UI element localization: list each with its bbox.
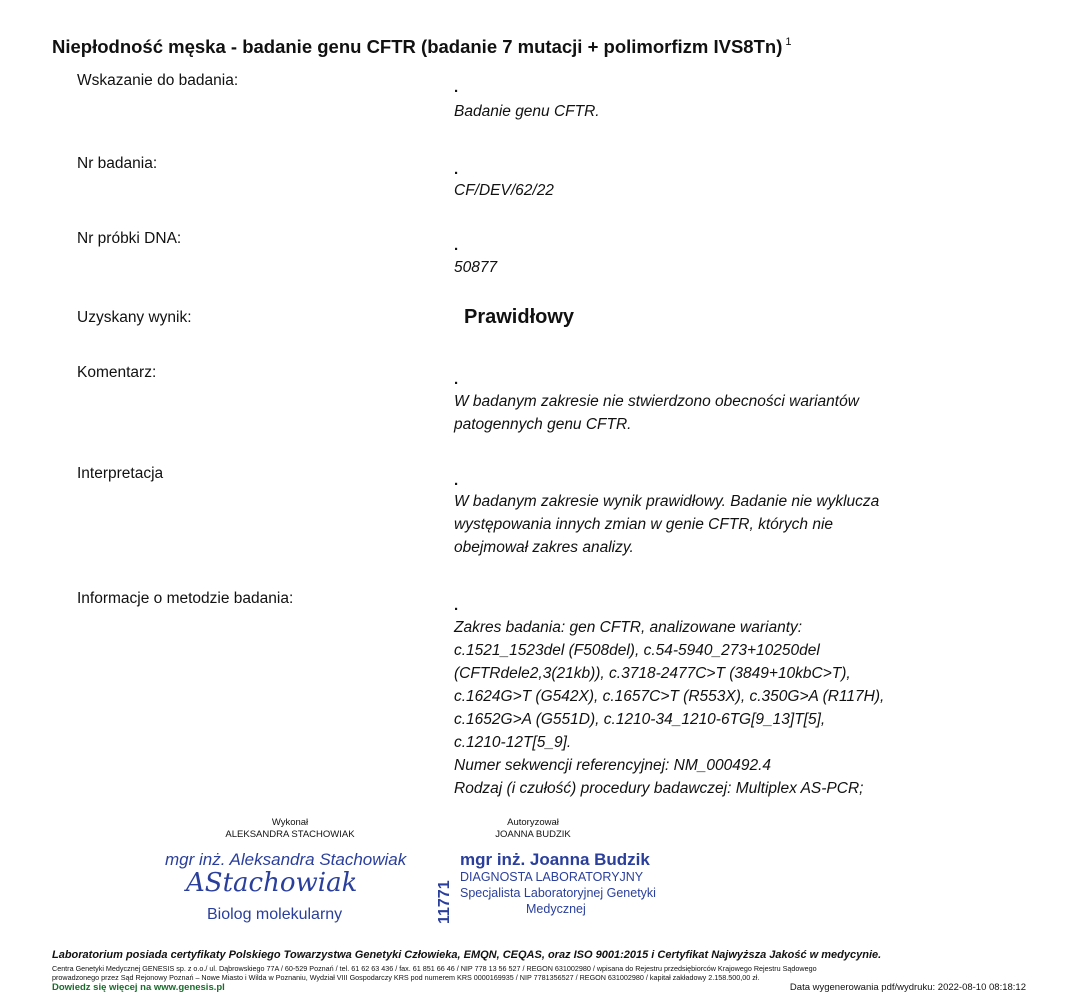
signature-left-name: ALEKSANDRA STACHOWIAK [225,829,355,840]
footer-generated-date: Data wygenerowania pdf/wydruku: 2022-08-10 08:18:12 [789,982,1026,993]
label-nr-badania: Nr badania: [77,155,158,172]
value-interpretacja [454,490,1014,559]
value-line: W badanym zakresie wynik prawidłowy. Badanie nie wyklucza [454,493,880,510]
label-komentarz: Komentarz: [77,364,157,381]
stamp-line-3: Specjalista Laboratoryjnej Genetyki [460,886,656,900]
stamp-line-4: Medycznej [526,902,586,916]
value-line: Zakres badania: gen CFTR, analizowane warianty: [454,619,803,636]
label-metoda: Informacje o metodzie badania: [77,590,294,607]
value-nr-badania [454,179,1014,202]
value-metoda [454,616,1014,800]
value-komentarz [454,390,1014,436]
value-line: (CFTRdele2,3(21kb)), c.3718-2477C>T (3849+10kbC>T), [454,665,851,682]
stamp-name: mgr inż. Joanna Budzik [460,850,650,869]
footer-company-line-1: Centra Genetyki Medycznej GENESIS sp. z o.o./ ul. Dąbrowskiego 77A / 60-529 Poznań / tel. 61 62 63 436 / fax. 61 851 66 46 / NIP 778 13 56 527 / REGON 631002980 / wpisana do Rejestru przedsiębiorców Krajowego Rejestru Sądowego [52,964,817,973]
footer-company-line-2: prowadzonego przez Sąd Rejonowy Poznań – Nowe Miasto i Wilda w Poznaniu, Wydział VIII Gospodarczy KRS pod numerem KRS 0000169935 / NIP 7781356527 / REGON 631002980 / kapitał zakładowy 2.158.500,00 zł. [52,973,760,982]
value-wskazanie [454,100,1014,123]
footer-website-link[interactable]: Dowiedz się więcej na www.genesis.pl [52,982,225,993]
signature-left-stamp-role: Biolog molekularny [207,906,343,923]
signature-right-role: Autoryzował [507,817,559,828]
dot-marker: . [454,237,459,254]
value-line: występowania innych zmian w genie CFTR, których nie [454,516,834,533]
value-line: patogennych genu CFTR. [454,416,632,433]
value-nr-probki [454,256,1014,279]
signature-right-stamp [436,850,676,930]
footer-certificates: Laboratorium posiada certyfikaty Polskiego Towarzystwa Genetyki Człowieka, EMQN, CEQAS, oraz ISO 9001:2015 i Certyfikat Najwyższa Jakość w medycynie. [52,949,882,961]
dot-marker: . [454,161,459,178]
value-line: c.1210-12T[5_9]. [454,734,572,751]
signature-right-header [468,817,598,841]
value-line: CF/DEV/62/22 [454,182,554,199]
stamp-number: 11771 [436,880,453,924]
stamp-line-2: DIAGNOSTA LABORATORYJNY [460,870,644,884]
value-line: Numer sekwencji referencyjnej: NM_000492.4 [454,757,772,774]
label-interpretacja: Interpretacja [77,465,164,482]
dot-marker: . [454,472,459,489]
value-line: Badanie genu CFTR. [454,103,600,120]
value-line: W badanym zakresie nie stwierdzono obecności wariantów [454,393,859,410]
label-nr-probki: Nr próbki DNA: [77,230,182,247]
report-title [52,36,792,58]
signature-left-stamp-name: mgr inż. Aleksandra Stachowiak [165,850,407,869]
report-title-text: Niepłodność męska - badanie genu CFTR (badanie 7 mutacji + polimorfizm IVS8Tn) [52,36,783,57]
dot-marker: . [454,371,459,388]
stamp-number-box [436,858,454,926]
signature-left-role: Wykonał [271,817,309,828]
value-line: 50877 [454,259,498,276]
signature-left-header [205,817,375,841]
dot-marker: . [454,597,459,614]
value-line: c.1652G>A (G551D), c.1210-34_1210-6TG[9_13]T[5], [454,711,826,728]
value-line: obejmował zakres analizy. [454,539,634,556]
dot-marker: . [454,79,459,96]
value-line: c.1521_1523del (F508del), c.54-5940_273+10250del [454,642,820,659]
value-wynik: Prawidłowy [464,306,575,328]
label-wynik: Uzyskany wynik: [77,309,192,326]
signature-left-handwriting: AStachowiak [186,868,358,898]
signature-right-name: JOANNA BUDZIK [495,829,571,840]
value-line: c.1624G>T (G542X), c.1657C>T (R553X), c.350G>A (R117H), [454,688,885,705]
value-line: Rodzaj (i czułość) procedury badawczej: Multiplex AS-PCR; [454,780,864,797]
title-footnote: 1 [785,36,792,48]
label-wskazanie: Wskazanie do badania: [77,72,239,89]
